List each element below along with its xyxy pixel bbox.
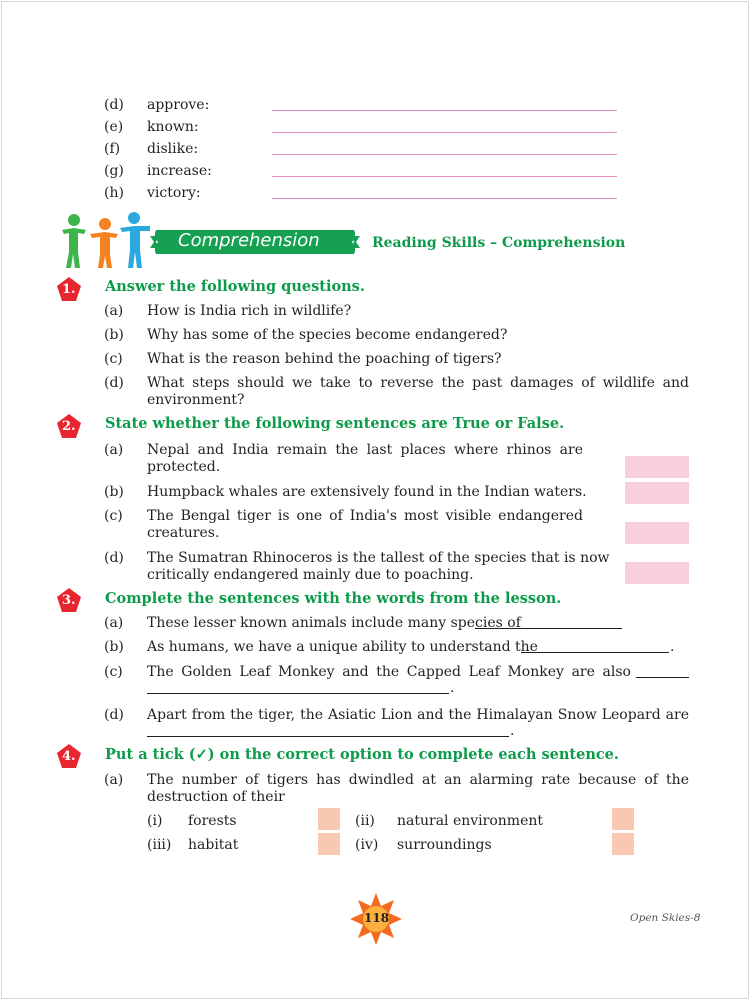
question-number: 1. (62, 282, 76, 297)
answer-line[interactable] (272, 154, 617, 155)
item-text: Nepal and India remain the last places where rhinos are (147, 442, 583, 458)
option-label: (i) (147, 813, 163, 829)
item-text: The number of tigers has dwindled at an alarming rate because of the (147, 772, 689, 788)
item-text: As humans, we have a unique ability to understand the (147, 639, 538, 655)
section-subtitle: Reading Skills – Comprehension (372, 235, 626, 251)
option-label: (iii) (147, 837, 172, 853)
tick-box[interactable] (318, 808, 340, 830)
vocab-word: dislike: (147, 141, 199, 157)
item-text: What is the reason behind the poaching of tigers? (147, 351, 502, 367)
answer-line[interactable] (272, 198, 617, 199)
item-text-cont: environment? (147, 392, 245, 408)
tick-box[interactable] (612, 808, 634, 830)
item-label: (a) (104, 772, 124, 788)
question-heading: Answer the following questions. (105, 278, 365, 295)
true-false-box[interactable] (625, 562, 689, 584)
vocab-label: (h) (104, 185, 124, 201)
option-label: (ii) (355, 813, 375, 829)
item-label: (b) (104, 639, 124, 655)
item-label: (d) (104, 707, 124, 723)
true-false-box[interactable] (625, 482, 689, 504)
period: . (450, 680, 455, 696)
vocab-label: (g) (104, 163, 124, 179)
true-false-box[interactable] (625, 456, 689, 478)
item-text-cont: creatures. (147, 525, 220, 541)
period: . (670, 639, 675, 655)
section-title: Comprehension (178, 230, 320, 251)
answer-line[interactable] (272, 132, 617, 133)
item-text: The Sumatran Rhinoceros is the tallest of the species that is now (147, 550, 610, 566)
option-text: forests (188, 813, 237, 829)
people-icon (60, 212, 155, 270)
item-label: (c) (104, 351, 123, 367)
fill-blank[interactable] (147, 693, 449, 694)
vocab-word: increase: (147, 163, 212, 179)
item-label: (d) (104, 375, 124, 391)
fill-blank[interactable] (521, 652, 669, 653)
option-text: surroundings (397, 837, 492, 853)
item-text: These lesser known animals include many species of (147, 615, 521, 631)
vocab-label: (d) (104, 97, 124, 113)
vocab-word: known: (147, 119, 199, 135)
item-text: The Bengal tiger is one of India's most visible endangered (147, 508, 583, 524)
vocab-word: approve: (147, 97, 210, 113)
item-label: (b) (104, 327, 124, 343)
item-text: Why has some of the species become endangered? (147, 327, 508, 343)
item-label: (a) (104, 615, 124, 631)
item-text: The Golden Leaf Monkey and the Capped Leaf Monkey are also (147, 664, 631, 680)
page-number: 118 (364, 911, 390, 925)
item-label: (c) (104, 664, 123, 680)
question-number: 4. (62, 749, 76, 764)
answer-line[interactable] (272, 110, 617, 111)
tick-box[interactable] (612, 833, 634, 855)
option-text: habitat (188, 837, 239, 853)
item-text-cont: critically endangered mainly due to poaching. (147, 567, 474, 583)
item-text: How is India rich in wildlife? (147, 303, 352, 319)
question-number: 3. (62, 593, 76, 608)
tick-box[interactable] (318, 833, 340, 855)
item-label: (a) (104, 442, 124, 458)
item-label: (c) (104, 508, 123, 524)
option-text: natural environment (397, 813, 544, 829)
fill-blank[interactable] (147, 736, 509, 737)
question-heading: Put a tick (✓) on the correct option to complete each sentence. (105, 746, 619, 763)
question-heading: State whether the following sentences are True or False. (105, 415, 565, 432)
fill-blank[interactable] (475, 628, 622, 629)
vocab-word: victory: (147, 185, 201, 201)
true-false-box[interactable] (625, 522, 689, 544)
vocab-label: (f) (104, 141, 121, 157)
vocab-label: (e) (104, 119, 124, 135)
period: . (510, 723, 515, 739)
item-label: (a) (104, 303, 124, 319)
item-text: What steps should we take to reverse the past damages of wildlife and (147, 375, 689, 391)
item-text: Humpback whales are extensively found in the Indian waters. (147, 484, 587, 500)
book-title: Open Skies-8 (630, 912, 701, 924)
question-heading: Complete the sentences with the words from the lesson. (105, 590, 562, 607)
fill-blank[interactable] (636, 677, 689, 678)
item-text-cont: destruction of their (147, 789, 285, 805)
question-number: 2. (62, 419, 76, 434)
option-label: (iv) (355, 837, 379, 853)
item-text-cont: protected. (147, 459, 221, 475)
item-text: Apart from the tiger, the Asiatic Lion and the Himalayan Snow Leopard are (147, 707, 689, 723)
item-label: (b) (104, 484, 124, 500)
item-label: (d) (104, 550, 124, 566)
answer-line[interactable] (272, 176, 617, 177)
